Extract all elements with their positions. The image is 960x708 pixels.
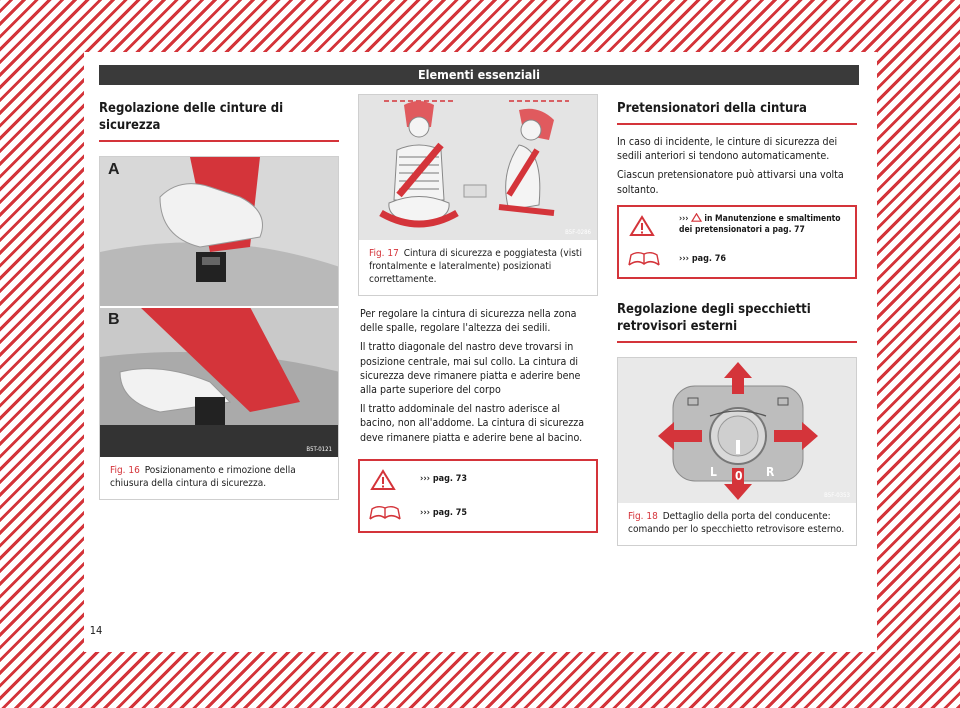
figure-caption bbox=[359, 240, 597, 295]
reference-box bbox=[358, 459, 598, 533]
paragraph: Ciascun pretensionatore può attivarsi una volta soltanto. bbox=[617, 169, 844, 196]
figure-18 bbox=[617, 357, 857, 546]
paragraph: Per regolare la cintura di sicurezza nella zona delle spalle, regolare l'altezza dei sedili. bbox=[360, 308, 577, 335]
position-label-l: L bbox=[710, 464, 717, 479]
figure-number: Fig. 18 bbox=[628, 510, 658, 522]
mirror-control-image bbox=[618, 358, 856, 503]
seatbelt-buckle-image bbox=[100, 157, 338, 457]
body-text bbox=[358, 307, 598, 445]
ref-maintenance bbox=[679, 213, 854, 236]
figure-code: B5F-0286 bbox=[565, 229, 591, 236]
heading-pretensioners: Pretensionatori della cintura bbox=[617, 100, 857, 125]
caption-text: Cintura di sicurezza e poggiatesta (visti frontalmente e lateralmente) posizionati correttamente. bbox=[369, 248, 582, 285]
link-page-73[interactable]: ››› pag. 73 bbox=[420, 473, 468, 484]
column-left bbox=[99, 94, 339, 500]
link-page-76[interactable]: ››› pag. 76 bbox=[679, 253, 727, 264]
panel-label-a: A bbox=[108, 161, 120, 178]
page bbox=[84, 52, 877, 652]
reference-box bbox=[617, 205, 857, 279]
panel-label-b: B bbox=[108, 311, 120, 328]
figure-number: Fig. 16 bbox=[110, 465, 140, 476]
paragraph: Il tratto diagonale del nastro deve trovarsi in posizione centrale, mai sul collo. La cintura di sicurezza deve rimanere piatta e aderire bene alla parte superiore del corpo bbox=[360, 341, 581, 397]
figure-caption bbox=[618, 503, 856, 545]
figure-code: B5F-0353 bbox=[824, 491, 850, 499]
seatbelt-illustration bbox=[100, 157, 338, 457]
paragraph: Il tratto addominale del nastro aderisce al bacino, non all'addome. La cintura di sicurezza deve rimanere piatta e aderire bene al bacino. bbox=[360, 403, 585, 444]
warning-icon bbox=[629, 215, 655, 237]
paragraph: In caso di incidente, le cinture di sicurezza dei sedili anteriori si tendono automaticamente. bbox=[617, 136, 838, 163]
skeleton-image bbox=[359, 95, 597, 240]
section-header: Elementi essenziali bbox=[99, 65, 859, 85]
column-middle bbox=[358, 94, 598, 533]
ref-prefix: ››› bbox=[679, 213, 689, 224]
ref-warning bbox=[629, 215, 655, 241]
position-label-0: 0 bbox=[735, 468, 743, 483]
link-page-77[interactable]: in Manutenzione e smaltimento dei pretensionatori a pag. 77 bbox=[679, 213, 841, 235]
caption-text: Dettaglio della porta del conducente: comando per lo specchietto retrovisore esterno. bbox=[628, 510, 845, 535]
body-text bbox=[617, 135, 857, 197]
skeleton-illustration bbox=[359, 95, 597, 240]
position-label-r: R bbox=[766, 464, 775, 479]
book-icon bbox=[368, 503, 402, 523]
column-right bbox=[617, 94, 857, 546]
page-number: 14 bbox=[84, 624, 108, 637]
link-page-75[interactable]: ››› pag. 75 bbox=[420, 507, 468, 518]
figure-caption bbox=[100, 457, 338, 499]
figure-16 bbox=[99, 156, 339, 500]
heading-seatbelt-adjust: Regolazione delle cinture di sicurezza bbox=[99, 100, 339, 142]
caption-text: Posizionamento e rimozione della chiusura della cintura di sicurezza. bbox=[110, 465, 296, 489]
ref-book bbox=[368, 503, 402, 527]
book-icon bbox=[627, 249, 661, 269]
ref-book bbox=[627, 249, 661, 273]
figure-code: B5T-0121 bbox=[306, 446, 332, 453]
ref-warning bbox=[370, 469, 396, 491]
warning-icon bbox=[691, 213, 702, 222]
warning-icon bbox=[370, 469, 396, 491]
heading-mirror-adjust: Regolazione degli specchietti retrovisori esterni bbox=[617, 301, 857, 343]
figure-17 bbox=[358, 94, 598, 296]
figure-number: Fig. 17 bbox=[369, 248, 399, 259]
